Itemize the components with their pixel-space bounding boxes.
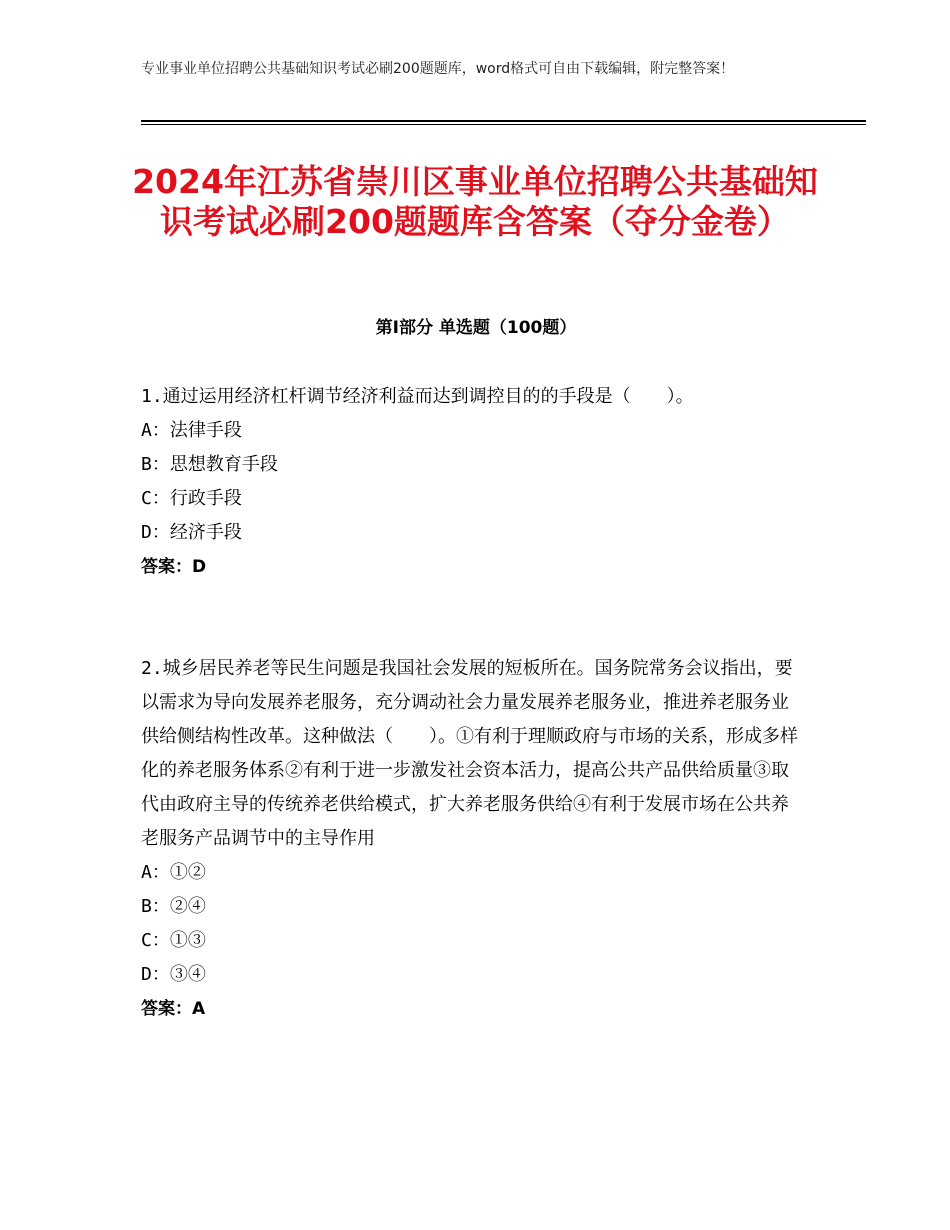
question-stem: 2.城乡居民养老等民生问题是我国社会发展的短板所在。国务院常务会议指出，要以需求为导向发展养老服务，充分调动社会力量发展养老服务业，推进养老服务业供给侧结构性改革。这种做法（ ）。①有利于理顺政府与市场的关系，形成多样化的养老服务体系②有利于进一步激发社会资本活力，提高公共产品供给质量③取代由政府主导的传统养老供给模式，扩大养老服务供给④有利于发展市场在公共养老服务产品调节中的主导作用 <box>141 658 798 849</box>
option-a: A：法律手段 <box>141 420 242 441</box>
option-b: B：②④ <box>141 896 206 917</box>
option-d: D：经济手段 <box>141 522 242 543</box>
document-title: 2024年江苏省崇川区事业单位招聘公共基础知识考试必刷200题题库含答案（夺分金卷） <box>132 162 818 241</box>
option-b: B：思想教育手段 <box>141 454 278 475</box>
option-c: C：行政手段 <box>141 488 242 509</box>
option-c: C：①③ <box>141 930 206 951</box>
section-heading: 第Ⅰ部分 单选题（100题） <box>375 318 577 338</box>
header-rule-thin <box>141 124 866 125</box>
option-d: D：③④ <box>141 964 206 985</box>
question-2 <box>141 652 801 1026</box>
answer: 答案：A <box>141 999 206 1019</box>
question-stem: 1.通过运用经济杠杆调节经济利益而达到调控目的的手段是（ ）。 <box>141 386 694 407</box>
answer: 答案：D <box>141 557 207 577</box>
question-1 <box>141 380 801 584</box>
header-note: 专业事业单位招聘公共基础知识考试必刷200题题库，word格式可自由下载编辑，附完整答案！ <box>141 61 735 77</box>
header-rule-thick <box>141 120 866 122</box>
option-a: A：①② <box>141 862 206 883</box>
